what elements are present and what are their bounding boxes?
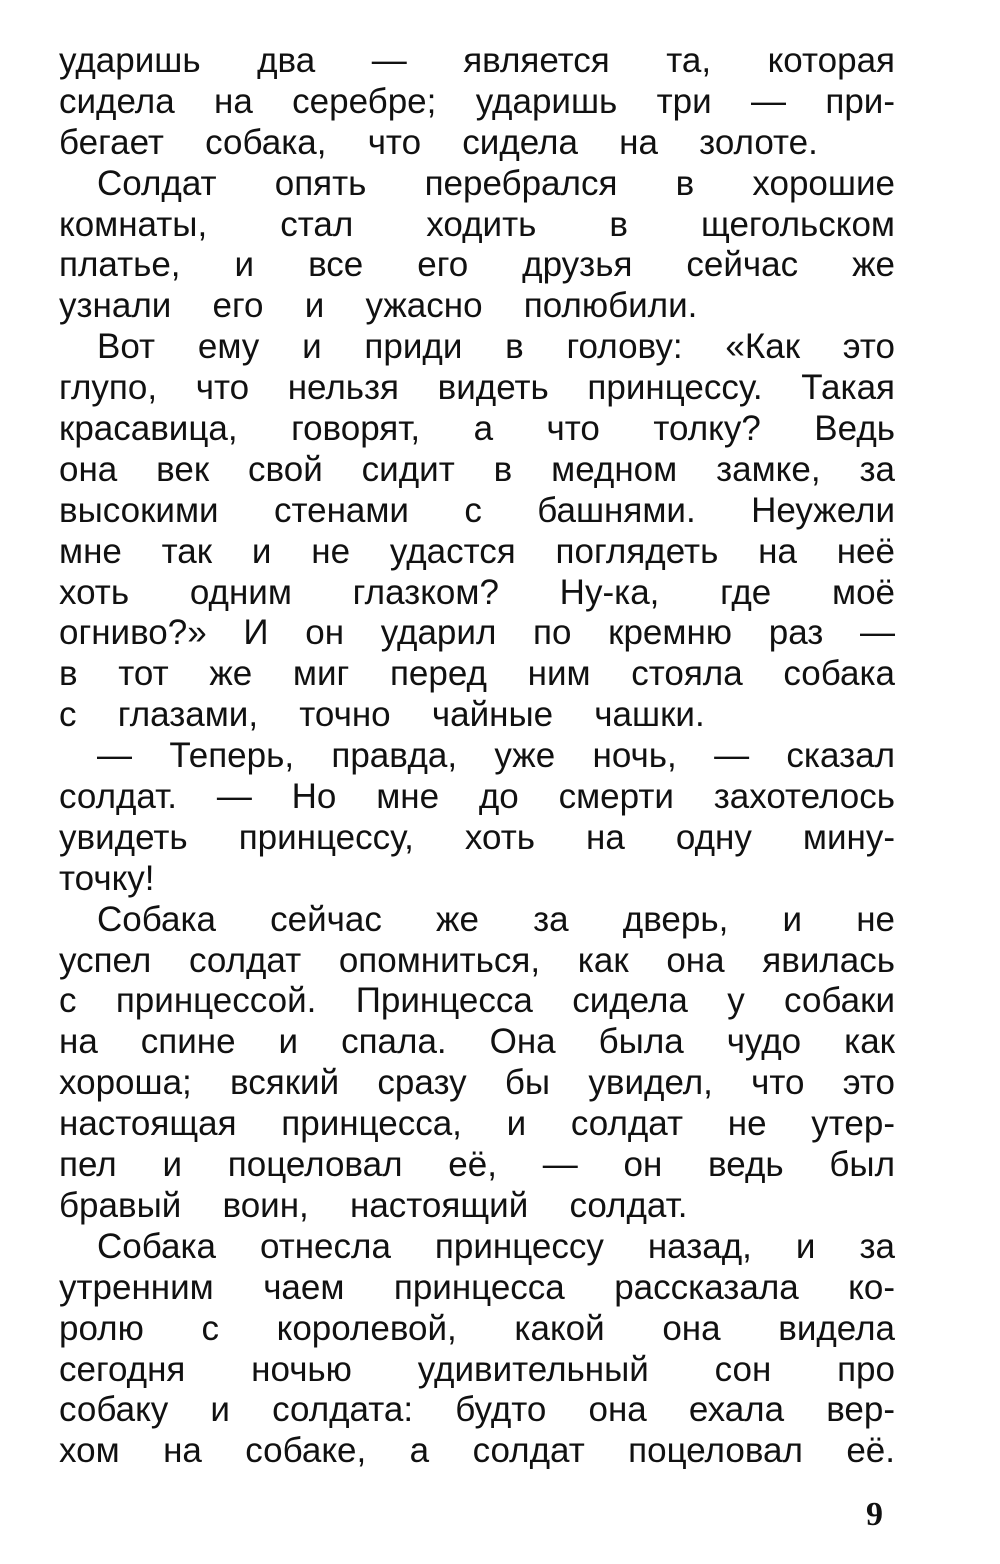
paragraph-start-line: Солдат опять перебрался в хорошие <box>97 163 895 203</box>
page-number: 9 <box>866 1496 883 1533</box>
paragraph-start-line: Собака сейчас же за дверь, и не <box>97 899 895 939</box>
text-line: солдат. — Но мне до смерти захотелось <box>59 777 895 817</box>
text-line: с глазами, точно чайные чашки. <box>59 695 705 735</box>
text-line: ударишь два — является та, которая <box>59 41 895 80</box>
text-line: она век свой сидит в медном замке, за <box>59 449 895 489</box>
body-text <box>59 41 895 1472</box>
text-line: успел солдат опомниться, как она явилась <box>59 940 895 980</box>
text-line: узнали его и ужасно полюбили. <box>59 286 698 326</box>
text-line: огниво?» И он ударил по кремню раз — <box>59 613 895 653</box>
text-line: мне так и не удастся поглядеть на неё <box>59 531 895 571</box>
text-line: собаку и солдата: будто она ехала вер- <box>59 1390 895 1430</box>
text-line: в тот же миг перед ним стояла собака <box>59 654 895 694</box>
text-line: сидела на серебре; ударишь три — при- <box>59 81 895 121</box>
text-line: точку! <box>59 858 155 898</box>
paragraph-start-line: — Теперь, правда, уже ночь, — сказал <box>97 736 895 776</box>
text-line: сегодня ночью удивительный сон про <box>59 1349 895 1389</box>
text-line: утренним чаем принцесса рассказала ко- <box>59 1267 895 1307</box>
text-line: бравый воин, настоящий солдат. <box>59 1185 688 1225</box>
text-line: хоть одним глазком? Ну-ка, где моё <box>59 572 895 612</box>
text-line: комнаты, стал ходить в щегольском <box>59 204 895 244</box>
text-line: на спине и спала. Она была чудо как <box>59 1022 895 1062</box>
text-line: хом на собаке, а солдат поцеловал её. <box>59 1431 895 1471</box>
text-line: глупо, что нельзя видеть принцессу. Такая <box>59 368 895 408</box>
paragraph-start-line: Вот ему и приди в голову: «Как это <box>97 327 895 367</box>
text-line: настоящая принцесса, и солдат не утер- <box>59 1104 895 1144</box>
text-line: увидеть принцессу, хоть на одну мину- <box>59 817 895 857</box>
text-line: ролю с королевой, какой она видела <box>59 1308 895 1348</box>
text-line: платье, и все его друзья сейчас же <box>59 245 895 285</box>
text-line: красавица, говорят, а что толку? Ведь <box>59 409 895 449</box>
paragraph-start-line: Собака отнесла принцессу назад, и за <box>97 1226 895 1266</box>
text-line: высокими стенами с башнями. Неужели <box>59 490 895 530</box>
text-line: пел и поцеловал её, — он ведь был <box>59 1145 895 1185</box>
text-line: с принцессой. Принцесса сидела у собаки <box>59 981 895 1021</box>
text-line: бегает собака, что сидела на золоте. <box>59 122 818 162</box>
text-line: хороша; всякий сразу бы увидел, что это <box>59 1063 895 1103</box>
